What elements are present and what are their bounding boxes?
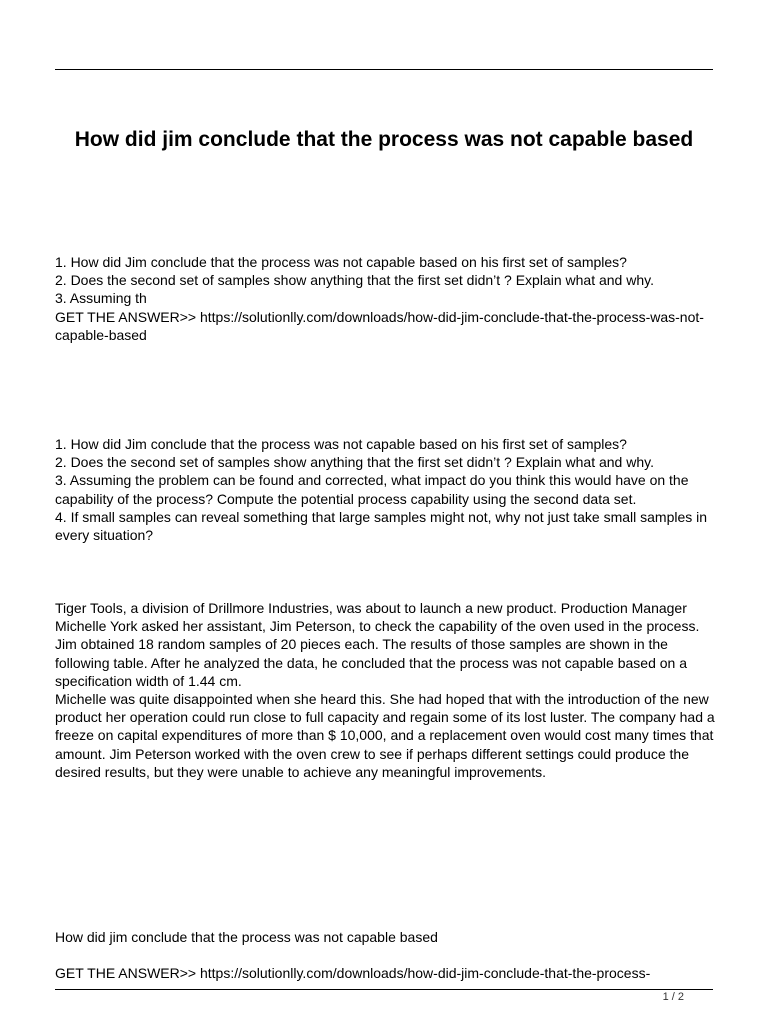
page-number: 1 / 2 <box>662 991 684 1003</box>
question-1: 1. How did Jim conclude that the process was not capable based on his first set of samples? <box>55 436 627 452</box>
header-divider <box>55 69 713 70</box>
footer-answer-link[interactable]: GET THE ANSWER>> https://solutionlly.com/downloads/how-did-jim-conclude-that-the-process- <box>55 965 651 981</box>
question-4: 4. If small samples can reveal something that large samples might not, why not just take small samples in every situation? <box>55 508 708 544</box>
case-story-section <box>55 599 717 781</box>
document-title: How did jim conclude that the process was not capable based <box>74 128 694 151</box>
question-2: 2. Does the second set of samples show anything that the first set didn’t ? Explain what and why. <box>55 454 654 471</box>
footer-title: How did jim conclude that the process was not capable based <box>55 929 438 945</box>
story-paragraph-2: Michelle was quite disappointed when she heard this. She had hoped that with the introduction of the new product her operation could run close to full capacity and regain some of its lost luster. The company had a freeze on capital expenditures of more than $ 10,000, and a replacement oven would cost many times that amount. Jim Peterson worked with the oven crew to see if perhaps different settings could produce the desired results, but they were unable to achieve any meaningful improvements. <box>55 691 715 780</box>
question-3: 3. Assuming the problem can be found and corrected, what impact do you think this would have on the capability of the process? Compute the potential process capability using the second data set. <box>55 472 689 507</box>
preview-question-3-truncated: 3. Assuming th <box>55 290 147 307</box>
preview-question-2: 2. Does the second set of samples show anything that the first set didn’t ? Explain what and why. <box>55 272 654 289</box>
story-paragraph-1: Tiger Tools, a division of Drillmore Industries, was about to launch a new product. Production Manager Michelle York asked her assistant, Jim Peterson, to check the capability of the oven used in the process. Jim obtained 18 random samples of 20 pieces each. The results of those samples are shown in the following table. After he analyzed the data, he concluded that the process was not capable based on a specification width of 1.44 cm. <box>55 600 700 689</box>
footer-divider <box>55 989 713 990</box>
preview-section <box>55 253 717 344</box>
get-answer-link[interactable]: GET THE ANSWER>> https://solutionlly.com/downloads/how-did-jim-conclude-that-the-process-was-not-capable-based <box>55 308 704 343</box>
preview-question-1: 1. How did Jim conclude that the process was not capable based on his first set of samples? <box>55 254 627 270</box>
questions-section <box>55 435 717 544</box>
